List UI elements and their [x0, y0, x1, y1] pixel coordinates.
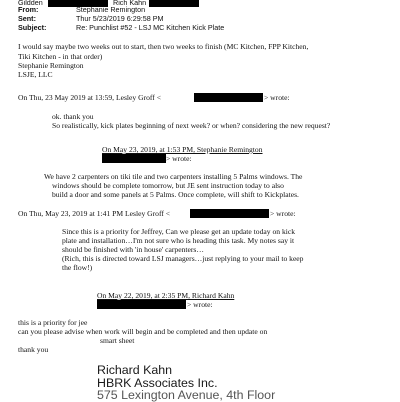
- redaction-bar: [190, 209, 269, 218]
- signature-company: HBRK Associates Inc.: [97, 376, 218, 390]
- body-line-4: LSJE, LLC: [18, 70, 53, 79]
- quote1-line-1: ok. thank you: [52, 112, 94, 121]
- subject-value: Re: Punchlist #52 - LSJ MC Kitchen Kick Plate: [76, 23, 225, 32]
- quote2-line-3: build a door and some panels at 5 Palms. Once complete, will shift to Kickplates.: [52, 190, 299, 199]
- subject-label: Subject:: [18, 23, 47, 32]
- quote3-line-3: should be finished with 'in house' carpenters…: [62, 245, 204, 254]
- quote3-line-2: plate and installation…I'm not sure who is heading this task. My notes say it: [62, 236, 295, 245]
- quote4-header-end: > wrote:: [187, 300, 213, 309]
- signature-name: Richard Kahn: [97, 363, 173, 377]
- tail-line-2: can you please advise when work will begin and be completed and then update on: [18, 327, 268, 336]
- redaction-bar: [194, 93, 263, 102]
- quote2-line-2: windows should be complete tomorrow, but JE sent instruction today to also: [52, 181, 284, 190]
- tail-line-1: this is a priority for jee: [18, 318, 88, 327]
- signature-address: 575 Lexington Avenue, 4th Floor: [97, 388, 276, 402]
- quote1-header-end: > wrote:: [264, 93, 290, 102]
- quote3-line-1: Since this is a priority for Jeffrey, Can we please get an update today on kick: [62, 227, 296, 236]
- body-line-3: Stephanie Remington: [18, 61, 84, 70]
- quote4-header-line-1: On May 22, 2019, at 2:35 PM, Richard Kahn: [97, 291, 235, 300]
- redaction-bar: [102, 154, 166, 163]
- quote1-line-2: So realistically, kick plates beginning of next week? or when? considering the new request?: [52, 121, 331, 130]
- quote3-line-4: (Rich, this is directed toward LSJ managers…just replying to your mail to keep: [62, 254, 304, 263]
- redaction-bar: [97, 300, 186, 309]
- body-line-1: I would say maybe two weeks out to start, then two weeks to finish (MC Kitchen, FPP Kitchen,: [18, 42, 309, 51]
- quote1-header-start: On Thu, 23 May 2019 at 13:59, Lesley Groff <: [18, 93, 161, 102]
- quote2-line-1: We have 2 carpenters on tiki tile and two carpenters installing 5 Palms windows. The: [44, 172, 303, 181]
- quote3-header-start: On Thu, May 23, 2019 at 1:41 PM Lesley Groff <: [18, 209, 171, 218]
- from-label: From:: [18, 5, 39, 14]
- quote3-header-end: > wrote:: [270, 209, 296, 218]
- quote2-header-line-1: On May 23, 2019, at 1:53 PM, Stephanie Remington: [102, 145, 263, 154]
- redaction-bar: [149, 0, 199, 7]
- quote2-header-end: > wrote:: [166, 154, 192, 163]
- body-line-2: Tiki Kitchen - in that order): [18, 52, 103, 61]
- cc-prefix: Gildden: [18, 0, 43, 7]
- sent-label: Sent:: [18, 14, 36, 23]
- from-value: Stephanie Remington: [76, 5, 146, 14]
- tail-line-4: thank you: [18, 345, 49, 354]
- sent-value: Thur 5/23/2019 6:29:58 PM: [76, 14, 164, 23]
- quote3-line-5: the flow!): [62, 263, 93, 272]
- cc-name: Rich Kahn: [113, 0, 147, 7]
- tail-line-3: smart sheet: [100, 336, 135, 345]
